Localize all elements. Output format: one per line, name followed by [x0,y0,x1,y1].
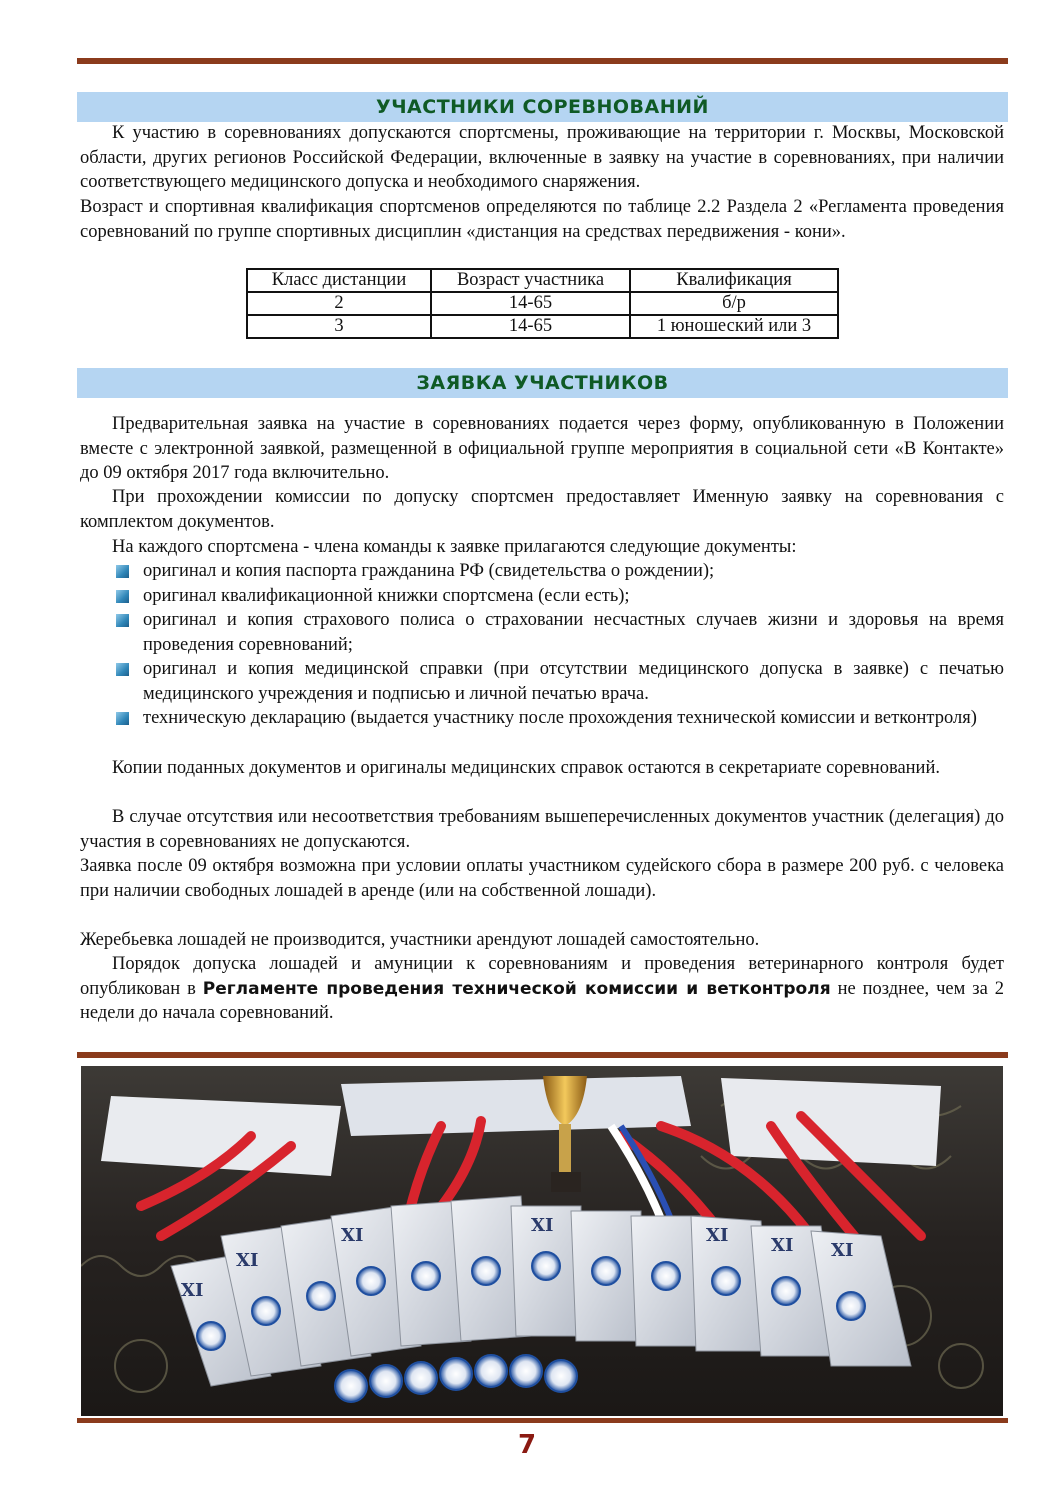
registration-paragraph-7: Жеребьевка лошадей не производится, участники арендуют лошадей самостоятельно. [80,930,760,950]
square-bullet-icon [116,663,129,676]
medal-box-label: XI [181,1280,204,1301]
table-header-cell: Квалификация [630,269,838,292]
section-title-registration: ЗАЯВКА УЧАСТНИКОВ [77,368,1008,398]
documents-list [80,559,1004,731]
square-bullet-icon [116,712,129,725]
list-item: оригинал и копия страхового полиса о страховании несчастных случаев жизни и здоровья на время проведения соревнований; [80,608,1004,657]
medal-box-label: XI [341,1225,364,1246]
table-cell: 14-65 [431,315,630,338]
medal-box-label: XI [771,1235,794,1256]
table-header-row [247,269,838,292]
participants-paragraph-1: К участию в соревнованиях допускаются спортсмены, проживающие на территории г. Москвы, Московской области, других регионов Российской Федерации, включенные в заявку на участие в соревнованиях, при наличии соответствующего медицинского допуска и необходимого снаряжения. [80,123,1004,192]
registration-paragraph-5: В случае отсутствия или несоответствия требованиям вышеперечисленных документов участник (делегация) до участия в соревнованиях не допускаются. [80,807,1004,852]
medal-box-label: XI [831,1240,854,1261]
medal-box-label: XI [706,1225,729,1246]
regulation-title: Регламенте проведения технической комиссии и ветконтроля [202,978,831,999]
top-rule [77,58,1008,64]
registration-paragraph-8: Порядок допуска лошадей и амуниции к соревнованиям и проведения ветеринарного контроля будет опубликован в Регламенте проведения технической комиссии и ветконтроля не позднее, чем за 2 недели до начала соревнований. [80,954,1004,1023]
registration-paragraph-2: При прохождении комиссии по допуску спортсмен предоставляет Именную заявку на соревнования с комплектом документов. [80,487,1004,532]
table-cell: 14-65 [431,292,630,315]
table-row [247,292,838,315]
table-cell: б/р [630,292,838,315]
list-item: техническую декларацию (выдается участнику после прохождения технической комиссии и ветконтроля) [80,706,1004,731]
medal-box-label: XI [531,1215,554,1236]
table-header-cell: Возраст участника [431,269,630,292]
photo-bottom-rule [77,1418,1008,1423]
table-cell: 2 [247,292,431,315]
page-number: 7 [517,1430,537,1460]
participants-paragraph-2: Возраст и спортивная квалификация спортсменов определяются по таблице 2.2 Раздела 2 «Регламента проведения соревнований по группе спортивных дисциплин «дистанция на средствах передвижения - кони». [80,197,1004,242]
list-item: оригинал и копия медицинской справки (при отсутствии медицинского допуска в заявке) с печатью медицинского учреждения и подписью и личной печатью врача. [80,657,1004,706]
qualification-table [246,268,839,339]
square-bullet-icon [116,590,129,603]
square-bullet-icon [116,565,129,578]
medal-box-label: XI [236,1250,259,1271]
section-title-participants: УЧАСТНИКИ СОРЕВНОВАНИЙ [77,92,1008,122]
registration-paragraph-3: На каждого спортсмена - члена команды к заявке прилагаются следующие документы: [112,537,797,557]
square-bullet-icon [116,614,129,627]
registration-paragraph-4: Копии поданных документов и оригиналы медицинских справок остаются в секретариате соревнований. [112,758,940,778]
table-header-cell: Класс дистанции [247,269,431,292]
photo-top-rule [77,1052,1008,1058]
table-cell: 1 юношеский или 3 [630,315,838,338]
list-item: оригинал квалификационной книжки спортсмена (если есть); [80,584,1004,609]
list-item: оригинал и копия паспорта гражданина РФ (свидетельства о рождении); [80,559,1004,584]
registration-paragraph-6: Заявка после 09 октября возможна при условии оплаты участником судейского сбора в размере 200 руб. с человека при наличии свободных лошадей в аренде (или на собственной лошади). [80,856,1004,901]
table-row [247,315,838,338]
awards-photo [81,1066,1003,1416]
registration-paragraph-1: Предварительная заявка на участие в соревнованиях подается через форму, опубликованную в Положении вместе с электронной заявкой, размещенной в официальной группе мероприятия в социальной сети «В Контакте» до 09 октября 2017 года включительно. [80,414,1004,483]
table-cell: 3 [247,315,431,338]
